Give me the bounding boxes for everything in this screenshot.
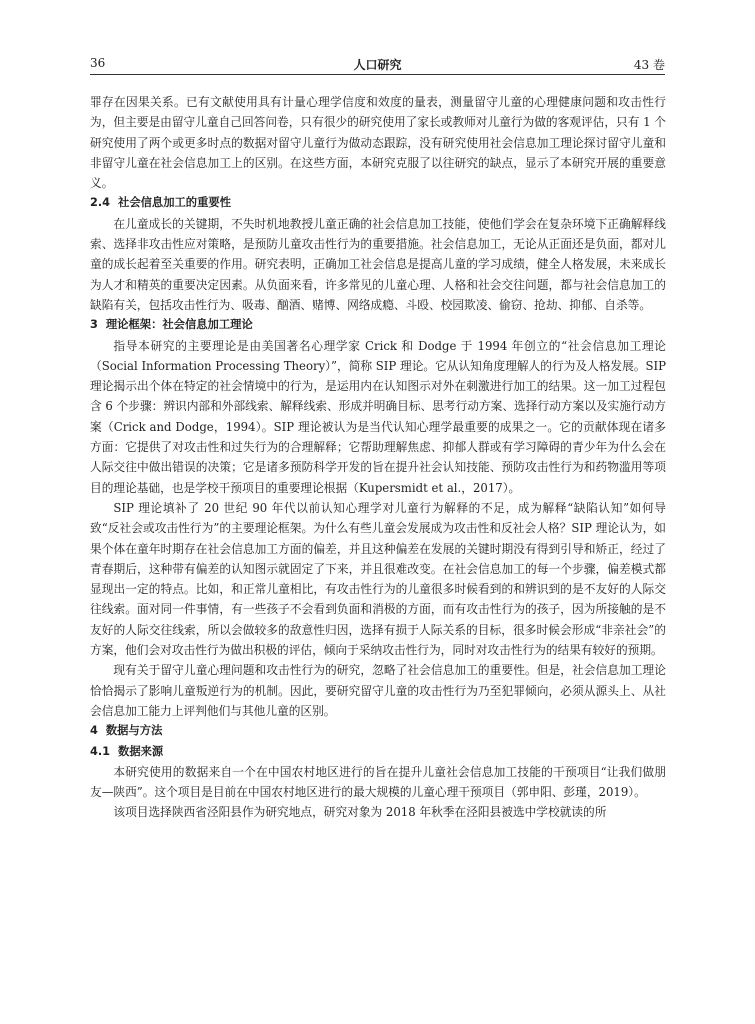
- volume-label: 43 卷: [633, 58, 665, 72]
- section-heading: [90, 721, 666, 741]
- section-title: 数据与方法: [105, 724, 163, 738]
- section-number: 2.4: [90, 196, 111, 210]
- paragraph: SIP 理论填补了 20 世纪 90 年代以前认知心理学对儿童行为解释的不足，成为解释“缺陷认知”如何导致“反社会或攻击性行为”的主要理论框架。为什么有些儿童会发展成为攻击性和反社会人格？SIP 理论认为，如果个体在童年时期存在社会信息加工方面的偏差，并且这种偏差在发展的关键时期没有得到引导和矫正，经过了青春期后，这种带有偏差的认知图示就固定了下来，并且很难改变。在社会信息加工的每一个步骤，偏差模式都显现出一定的特点。比如，和正常儿童相比，有攻击性行为的儿童很多时候看到的和辨识到的是不友好的人际交往线索。面对同一件事情，有一些孩子不会看到负面和消极的方面，而有攻击性行为的孩子，因为所接触的是不友好的人际交往线索，所以会做较多的敌意性归因，选择有损于人际关系的目标，很多时候会形成“非亲社会”的方案，他们会对攻击性行为做出积极的评估，倾向于采纳攻击性行为，同时对攻击性行为的结果有较好的预期。: [90, 500, 666, 658]
- section-number: 3: [90, 318, 98, 332]
- paragraph: 罪存在因果关系。已有文献使用具有计量心理学信度和效度的量表，测量留守儿童的心理健康问题和攻击性行为，但主要是由留守儿童自己回答问卷，只有很少的研究使用了家长或教师对儿童行为做的客观评估，只有 1 个研究使用了两个或更多时点的数据对留守儿童行为做动态跟踪，没有研究使用社会信息加工理论探讨留守儿童和非留守儿童在社会信息加工上的区别。在这些方面，本研究克服了以往研究的缺点，显示了本研究开展的重要意义。: [90, 95, 666, 191]
- paragraph: 本研究使用的数据来自一个在中国农村地区进行的旨在提升儿童社会信息加工技能的干预项目“让我们做朋友—陕西”。这个项目是目前在中国农村地区进行的最大规模的儿童心理干预项目（郭申阳、彭瑾，2019）。: [90, 764, 666, 800]
- paragraph: 该项目选择陕西省泾阳县作为研究地点，研究对象为 2018 年秋季在泾阳县被选中学校就读的所: [113, 805, 607, 820]
- page-number: 36: [90, 56, 106, 70]
- section-title: 社会信息加工的重要性: [118, 196, 231, 210]
- section-title: 理论框架：社会信息加工理论: [105, 318, 253, 332]
- section-number: 4: [90, 724, 98, 738]
- section-heading: [90, 315, 666, 335]
- subsection-heading: [90, 742, 666, 762]
- header-rule: [90, 74, 665, 75]
- paragraph: 现有关于留守儿童心理问题和攻击性行为的研究，忽略了社会信息加工的重要性。但是，社会信息加工理论恰恰揭示了影响儿童叛逆行为的机制。因此，要研究留守儿童的攻击性行为乃至犯罪倾向，必须从源头上、从社会信息加工能力上评判他们与其他儿童的区别。: [90, 663, 666, 718]
- paragraph: 在儿童成长的关键期，不失时机地教授儿童正确的社会信息加工技能，使他们学会在复杂环境下正确解释线索、选择非攻击性应对策略，是预防儿童攻击性行为的重要措施。社会信息加工，无论从正面还是负面，都对儿童的成长起着至关重要的作用。研究表明，正确加工社会信息是提高儿童的学习成绩，健全人格发展，未来成长为人才和精英的重要决定因素。从负面来看，许多常见的儿童心理、人格和社会交往问题，都与社会信息加工的缺陷有关，包括攻击性行为、吸毒、酗酒、赌博、网络成瘾、斗殴、校园欺凌、偷窃、抢劫、抑郁、自杀等。: [90, 216, 666, 312]
- section-title: 数据来源: [118, 744, 164, 758]
- page-header: [90, 52, 665, 74]
- journal-title: 人口研究: [353, 58, 402, 72]
- section-number: 4.1: [90, 744, 111, 758]
- section-heading: [90, 193, 666, 213]
- paragraph: 指导本研究的主要理论是由美国著名心理学家 Crick 和 Dodge 于 1994 年创立的“社会信息加工理论（Social Information Processing Theory）”，简称 SIP 理论。它从认知角度理解人的行为及人格发展。SIP 理论揭示出个体在特定的社会情境中的行为，是运用内在认知图示对外在刺激进行加工的结果。这一加工过程包含 6 个步骤：辨识内部和外部线索、解释线索、形成并明确目标、思考行动方案、选择行动方案以及实施行动方案（Crick and Dodge，1994）。SIP 理论被认为是当代认知心理学最重要的成果之一。它的贡献体现在诸多方面：它提供了对攻击性和过失行为的合理解释；它帮助理解焦虑、抑郁人群或有学习障碍的青少年为什么会在人际交往中做出错误的决策；它是诸多预防科学开发的旨在提升社会认知技能、预防攻击性行为和药物滥用等项目的理论基础，也是学校干预项目的重要理论根据（Kupersmidt et al.，2017）。: [90, 338, 666, 495]
- article-body: [90, 92, 666, 823]
